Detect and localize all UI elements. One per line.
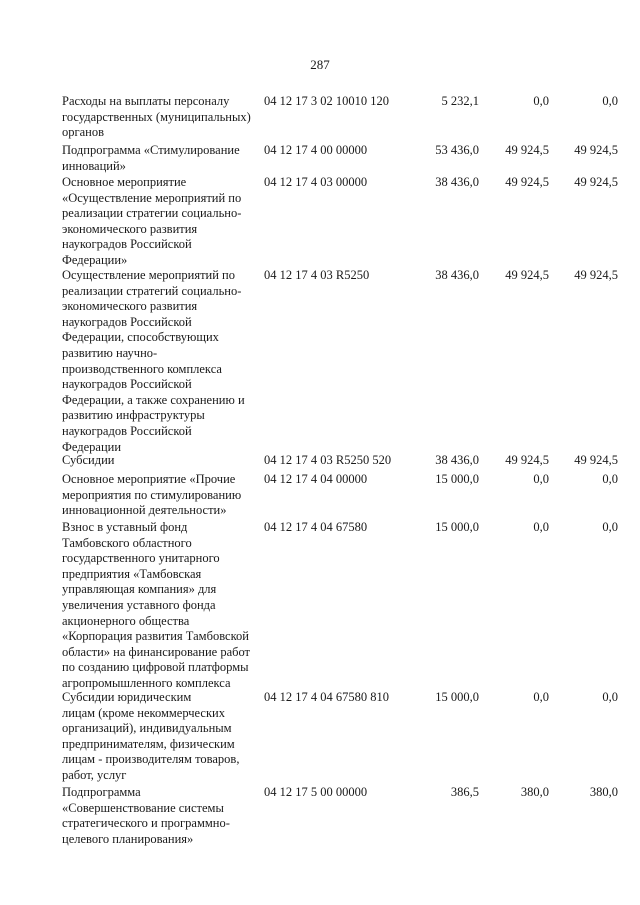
row-value-2: 49 924,5: [505, 175, 549, 189]
row-value-2: 380,0: [520, 785, 549, 799]
row-value-3: 0,0: [602, 472, 618, 486]
row-name: Субсидии: [62, 453, 115, 467]
row-codes: 04 12 17 4 03 R5250: [264, 268, 370, 282]
row-name: Подпрограмма «Стимулирование инноваций»: [62, 143, 240, 173]
row-codes: 04 12 17 4 03 00000: [264, 175, 368, 189]
row-value-1: 38 436,0: [435, 175, 479, 189]
row-name: Подпрограмма «Совершенствование системы стратегического и программно- целевого планирования»: [62, 785, 230, 846]
row-value-1: 5 232,1: [441, 94, 479, 108]
row-value-3: 0,0: [602, 94, 618, 108]
row-value-1: 15 000,0: [435, 520, 479, 534]
row-value-1: 386,5: [450, 785, 479, 799]
page-number: 287: [310, 57, 330, 72]
row-codes: 04 12 17 4 03 R5250 520: [264, 453, 392, 467]
row-value-1: 15 000,0: [435, 472, 479, 486]
row-value-2: 49 924,5: [505, 143, 549, 157]
row-value-3: 380,0: [589, 785, 618, 799]
row-value-3: 0,0: [602, 520, 618, 534]
row-value-3: 49 924,5: [574, 143, 618, 157]
row-name: Осуществление мероприятий по реализации стратегий социально- экономического развития наукоградов Российской Федерации, способствующих развитию научно- производственного комплекса наукоградов Российской Федерации, а также сохранению и развитию инфраструктуры наукоградов Российской Федерации: [62, 268, 245, 454]
row-value-2: 49 924,5: [505, 453, 549, 467]
row-name: Субсидии юридическим лицам (кроме некоммерческих организаций), индивидуальным предпринимателям, физическим лицам - производителям товаров, работ, услуг: [62, 690, 240, 782]
row-codes: 04 12 17 4 04 00000: [264, 472, 368, 486]
row-value-1: 15 000,0: [435, 690, 479, 704]
row-value-3: 49 924,5: [574, 268, 618, 282]
row-value-3: 49 924,5: [574, 175, 618, 189]
row-codes: 04 12 17 4 04 67580 810: [264, 690, 389, 704]
row-value-1: 38 436,0: [435, 268, 479, 282]
row-value-3: 49 924,5: [574, 453, 618, 467]
row-value-1: 53 436,0: [435, 143, 479, 157]
row-codes: 04 12 17 3 02 10010 120: [264, 94, 389, 108]
row-value-1: 38 436,0: [435, 453, 479, 467]
row-value-3: 0,0: [602, 690, 618, 704]
row-name: Взнос в уставный фонд Тамбовского областного государственного унитарного предприятия «Тамбовская управляющая компания» для увеличения уставного фонда акционерного общества «Корпорация развития Тамбовской области» на финансирование работ по созданию цифровой платформы агропромышленного комплекса: [62, 520, 251, 690]
row-codes: 04 12 17 4 00 00000: [264, 143, 368, 157]
row-name: Основное мероприятие «Осуществление мероприятий по реализации стратегии социально- экономического развития наукоградов Российской Федерации»: [62, 175, 242, 267]
row-name: Расходы на выплаты персоналу государственных (муниципальных) органов: [62, 94, 251, 140]
row-value-2: 49 924,5: [505, 268, 549, 282]
row-value-2: 0,0: [533, 94, 549, 108]
row-value-2: 0,0: [533, 472, 549, 486]
row-codes: 04 12 17 5 00 00000: [264, 785, 368, 799]
row-value-2: 0,0: [533, 690, 549, 704]
row-codes: 04 12 17 4 04 67580: [264, 520, 368, 534]
row-value-2: 0,0: [533, 520, 549, 534]
row-name: Основное мероприятие «Прочие мероприятия по стимулированию инновационной деятельности»: [62, 472, 242, 518]
